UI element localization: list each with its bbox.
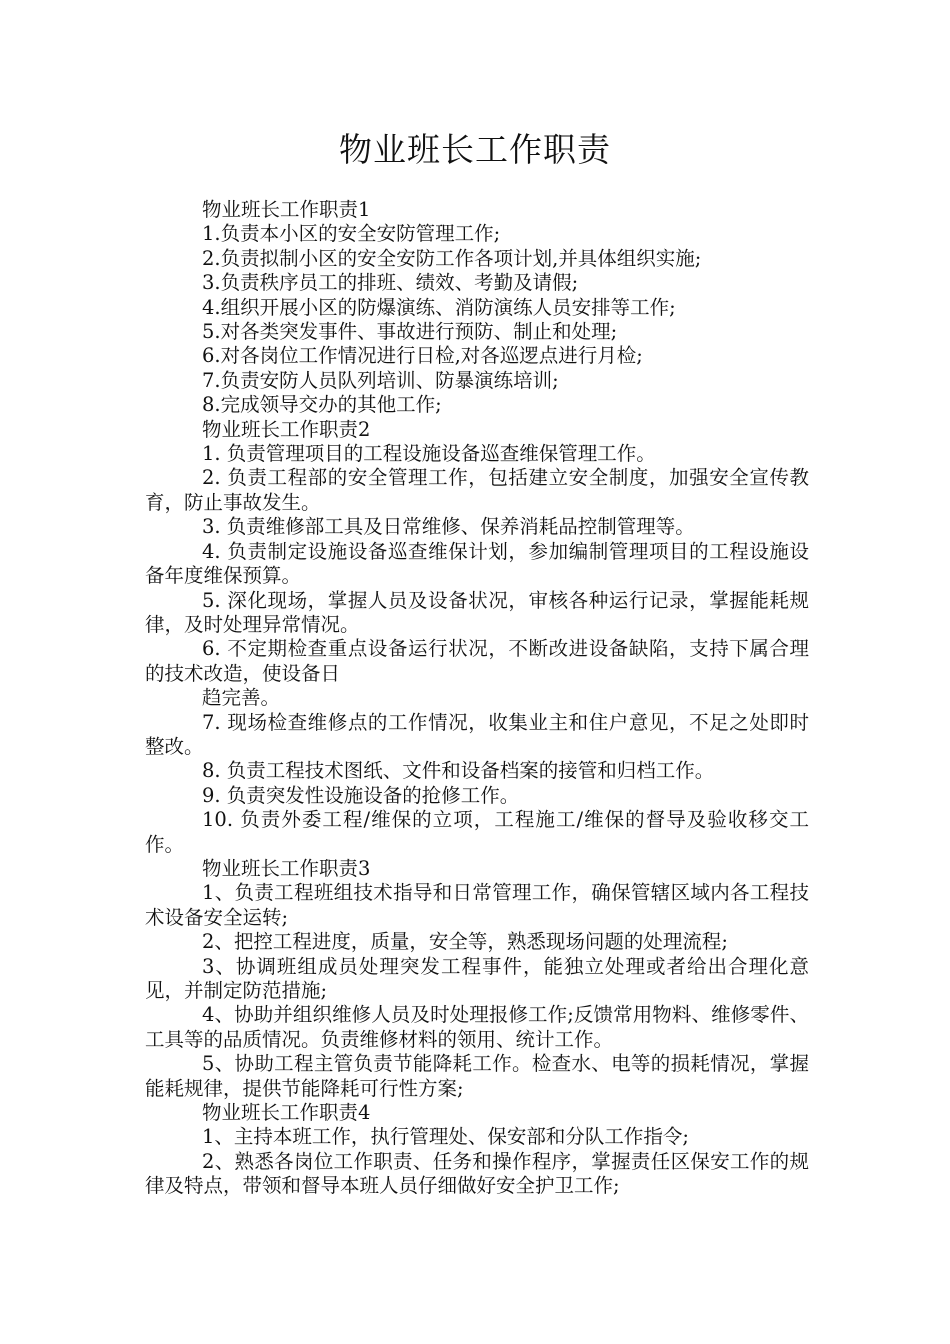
paragraph: 1.负责本小区的安全安防管理工作; [202,222,501,246]
paragraph: 5、协助工程主管负责节能降耗工作。检查水、电等的损耗情况，掌握能耗规律，提供节能降耗可行性方案; [145,1052,809,1100]
paragraph: 7.负责安防人员队列培训、防暴演练培训; [202,368,559,392]
paragraph: 8.完成领导交办的其他工作; [202,393,442,417]
paragraph: 9. 负责突发性设施设备的抢修工作。 [202,783,520,807]
paragraph: 趋完善。 [202,686,281,710]
paragraph: 3.负责秩序员工的排班、绩效、考勤及请假; [202,271,579,295]
paragraph: 1、负责工程班组技术指导和日常管理工作，确保管辖区域内各工程技术设备安全运转; [145,881,809,929]
document-title: 物业班长工作职责 [339,130,611,169]
paragraph: 4、协助并组织维修人员及时处理报修工作;反馈常用物料、维修零件、工具等的品质情况。负责维修材料的领用、统计工作。 [145,1003,809,1051]
paragraph: 5. 深化现场，掌握人员及设备状况，审核各种运行记录，掌握能耗规律，及时处理异常情况。 [145,588,809,636]
paragraph: 6.对各岗位工作情况进行日检,对各巡逻点进行月检; [202,344,643,368]
paragraph: 2. 负责工程部的安全管理工作，包括建立安全制度，加强安全宣传教育，防止事故发生。 [145,466,809,514]
paragraph: 10. 负责外委工程/维保的立项，工程施工/维保的督导及验收移交工作。 [145,808,809,856]
paragraph: 7. 现场检查维修点的工作情况，收集业主和住户意见，不足之处即时整改。 [145,710,809,758]
section-heading-1: 物业班长工作职责1 [202,198,371,221]
paragraph: 6. 不定期检查重点设备运行状况，不断改进设备缺陷，支持下属合理的技术改造，使设备日 [145,637,809,685]
paragraph: 5.对各类突发事件、事故进行预防、制止和处理; [202,320,618,344]
section-heading-3: 物业班长工作职责3 [202,856,371,880]
document-body [145,198,809,1199]
paragraph: 2、熟悉各岗位工作职责、任务和操作程序，掌握责任区保安工作的规律及特点，带领和督导本班人员仔细做好安全护卫工作; [145,1149,809,1198]
paragraph: 2.负责拟制小区的安全安防工作各项计划,并具体组织实施; [202,246,702,270]
paragraph: 1. 负责管理项目的工程设施设备巡查维保管理工作。 [202,442,656,466]
section-heading-4: 物业班长工作职责4 [202,1101,371,1125]
section-heading-2: 物业班长工作职责2 [202,417,371,441]
paragraph: 4. 负责制定设施设备巡查维保计划，参加编制管理项目的工程设施设备年度维保预算。 [145,539,809,588]
paragraph: 1、主持本班工作，执行管理处、保安部和分队工作指令; [202,1125,689,1149]
paragraph: 4.组织开展小区的防爆演练、消防演练人员安排等工作; [202,295,676,319]
paragraph: 8. 负责工程技术图纸、文件和设备档案的接管和归档工作。 [202,759,715,783]
paragraph: 3、协调班组成员处理突发工程事件，能独立处理或者给出合理化意见，并制定防范措施; [145,954,809,1002]
paragraph: 2、把控工程进度，质量，安全等，熟悉现场问题的处理流程; [202,930,728,954]
paragraph: 3. 负责维修部工具及日常维修、保养消耗品控制管理等。 [202,515,695,539]
